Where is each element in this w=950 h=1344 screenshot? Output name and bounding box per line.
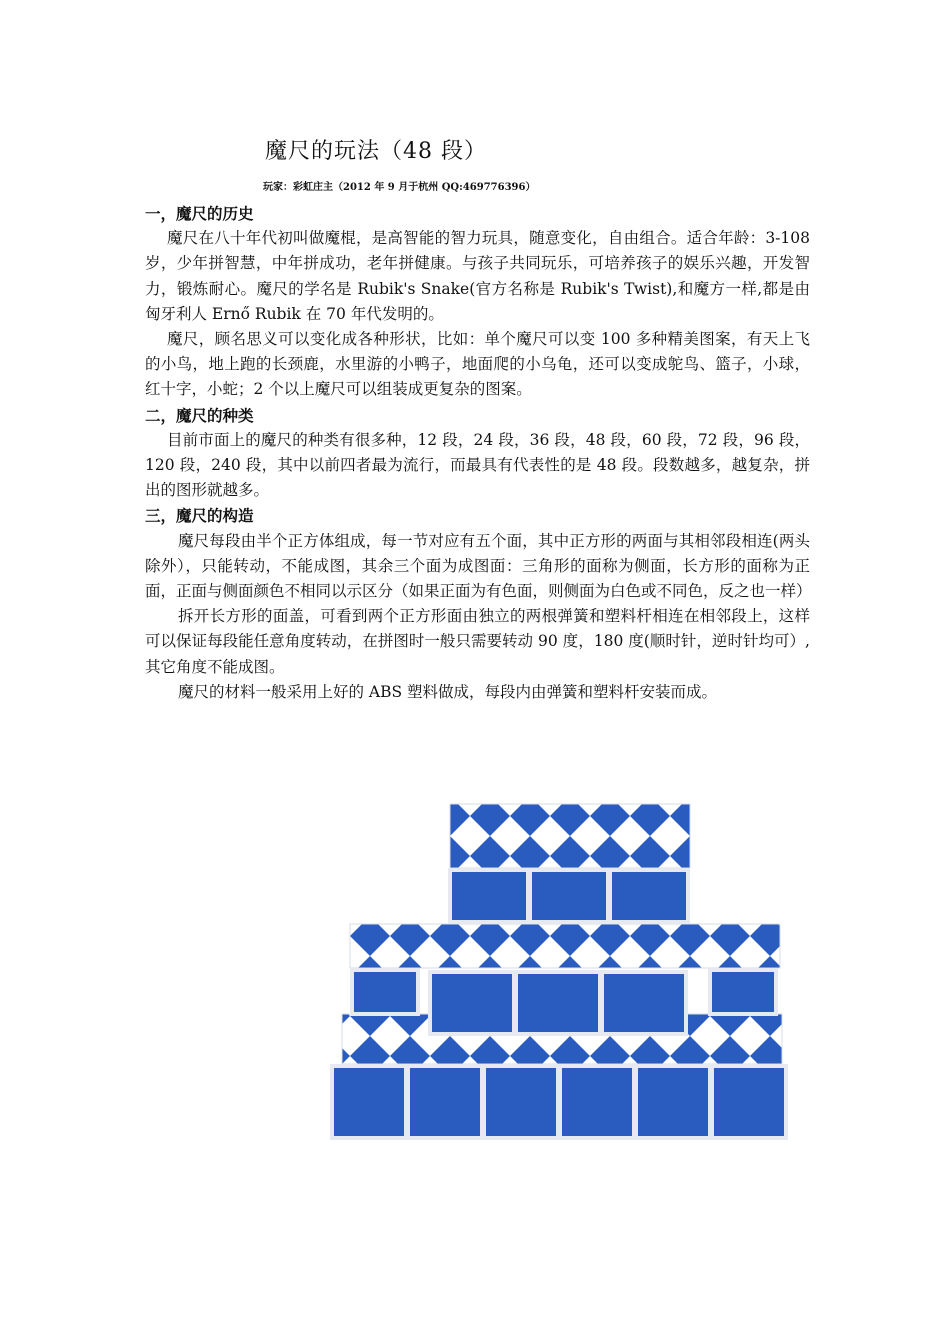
structure-paragraph-3: 魔尺的材料一般采用上好的 ABS 塑料做成，每段内由弹簧和塑料杆安装而成。 — [178, 682, 718, 701]
history-paragraph-1: 魔尺在八十年代初叫做魔棍，是高智能的智力玩具，随意变化，自由组合。适合年龄：3-108 岁，少年拼智慧，中年拼成功，老年拼健康。与孩子共同玩乐，可培养孩子的娱乐兴趣，开发智力，锻炼耐心。魔尺的学名是 Rubik's Snake(官方名称是 Rubik's Twist),和魔方一样,都是由匈牙利人 Ernő Rubik 在 70 年代发明的。 — [145, 229, 810, 323]
history-paragraph-2: 魔尺，顾名思义可以变化成各种形状，比如：单个魔尺可以变 100 多种精美图案，有天上飞的小鸟，地上跑的长颈鹿，水里游的小鸭子，地面爬的小乌龟，还可以变成鸵鸟、篮子，小球，红十字，小蛇；2 个以上魔尺可以组装成更复杂的图案。 — [145, 330, 810, 399]
section-heading-structure: 三，魔尺的构造 — [145, 506, 254, 526]
document-body — [145, 201, 810, 705]
types-paragraph-1: 目前市面上的魔尺的种类有很多种，12 段，24 段，36 段，48 段，60 段，72 段，96 段，120 段，240 段，其中以前四者最为流行，而最具有代表性的是 48 段。段数越多，越复杂，拼出的图形就越多。 — [145, 430, 810, 500]
structure-paragraph-1: 魔尺每段由半个正方体组成，每一节对应有五个面，其中正方形的两面与其相邻段相连(两头除外），只能转动，不能成图，其余三个面为成图面：三角形的面称为侧面，长方形的面称为正面，正面与侧面颜色不相同以示区分（如果正面为有色面，则侧面为白色或不同色，反之也一样） — [145, 531, 812, 601]
section-heading-types: 二，魔尺的种类 — [145, 405, 254, 425]
section-heading-history: 一，魔尺的历史 — [145, 204, 254, 223]
structure-paragraph-2: 拆开长方形的面盖，可看到两个正方形面由独立的两根弹簧和塑料杆相连在相邻段上，这样可以保证每段能任意角度转动，在拼图时一般只需要转动 90 度，180 度(顺时针，逆时针均可）,其它角度不能成图。 — [145, 607, 810, 676]
snake-puzzle-photo — [330, 796, 802, 1146]
document-subtitle: 玩家：彩虹庄主（2012 年 9 月于杭州 QQ:469776396） — [263, 182, 536, 193]
document-title: 魔尺的玩法（48 段） — [265, 139, 487, 164]
